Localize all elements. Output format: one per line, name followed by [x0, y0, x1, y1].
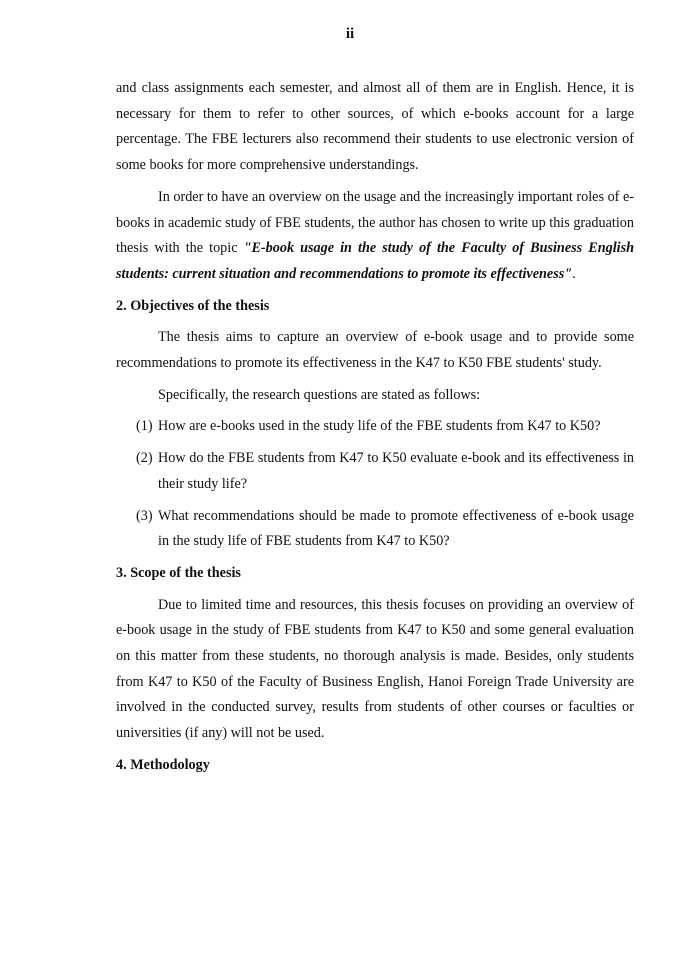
research-question-text: How do the FBE students from K47 to K50 evaluate e-book and its effectiveness in their study life? [158, 450, 634, 492]
intro-paragraph-2-end: . [572, 265, 576, 282]
objectives-heading: 2. Objectives of the thesis [116, 297, 270, 314]
research-question-text: What recommendations should be made to promote effectiveness of e-book usage in the study life of FBE students from K47 to K50? [158, 507, 634, 550]
research-question-number: (1) [136, 418, 153, 435]
research-question-text: How are e-books used in the study life of the FBE students from K47 to K50? [158, 418, 601, 435]
scope-heading: 3. Scope of the thesis [116, 564, 241, 581]
intro-paragraph-1: and class assignments each semester, and almost all of them are in English. Hence, it is necessary for them to refer to other sources, of which e-books account for a large percentage. The FBE lecturers also recommend their students to use electronic version of some books for more comprehensive understandings. [116, 80, 634, 174]
research-question-number: (3) [136, 507, 153, 524]
thesis-topic: "E-book usage in the study of the Faculty of Business English students: current situation and recommendations to promote its effectiveness" [116, 240, 634, 282]
objectives-paragraph-2: Specifically, the research questions are stated as follows: [158, 386, 481, 403]
intro-paragraph-2 [116, 185, 634, 288]
research-question-number: (2) [136, 450, 153, 467]
methodology-heading: 4. Methodology [116, 756, 210, 773]
page-content [116, 76, 634, 785]
research-question [116, 446, 634, 497]
objectives-paragraph-1: The thesis aims to capture an overview of e-book usage and to provide some recommendations to promote its effectiveness in the K47 to K50 FBE students' study. [116, 329, 634, 372]
page-number: ii [345, 26, 355, 42]
research-questions-list [116, 414, 634, 555]
intro-paragraph-2-text: In order to have an overview on the usage and the increasingly important roles of e-books in academic study of FBE students, the author has chosen to write up this graduation thesis with the topic [116, 188, 634, 257]
research-question [116, 414, 634, 440]
research-question [116, 504, 634, 555]
scope-paragraph-1: Due to limited time and resources, this thesis focuses on providing an overview of e-book usage in the study of FBE students from K47 to K50 and some general evaluation on this matter from these students, no thorough analysis is made. Besides, only students from K47 to K50 of the Faculty of Business English, Hanoi Foreign Trade University are involved in the conducted survey, results from students of other courses or faculties or universities (if any) will not be used. [116, 596, 634, 742]
